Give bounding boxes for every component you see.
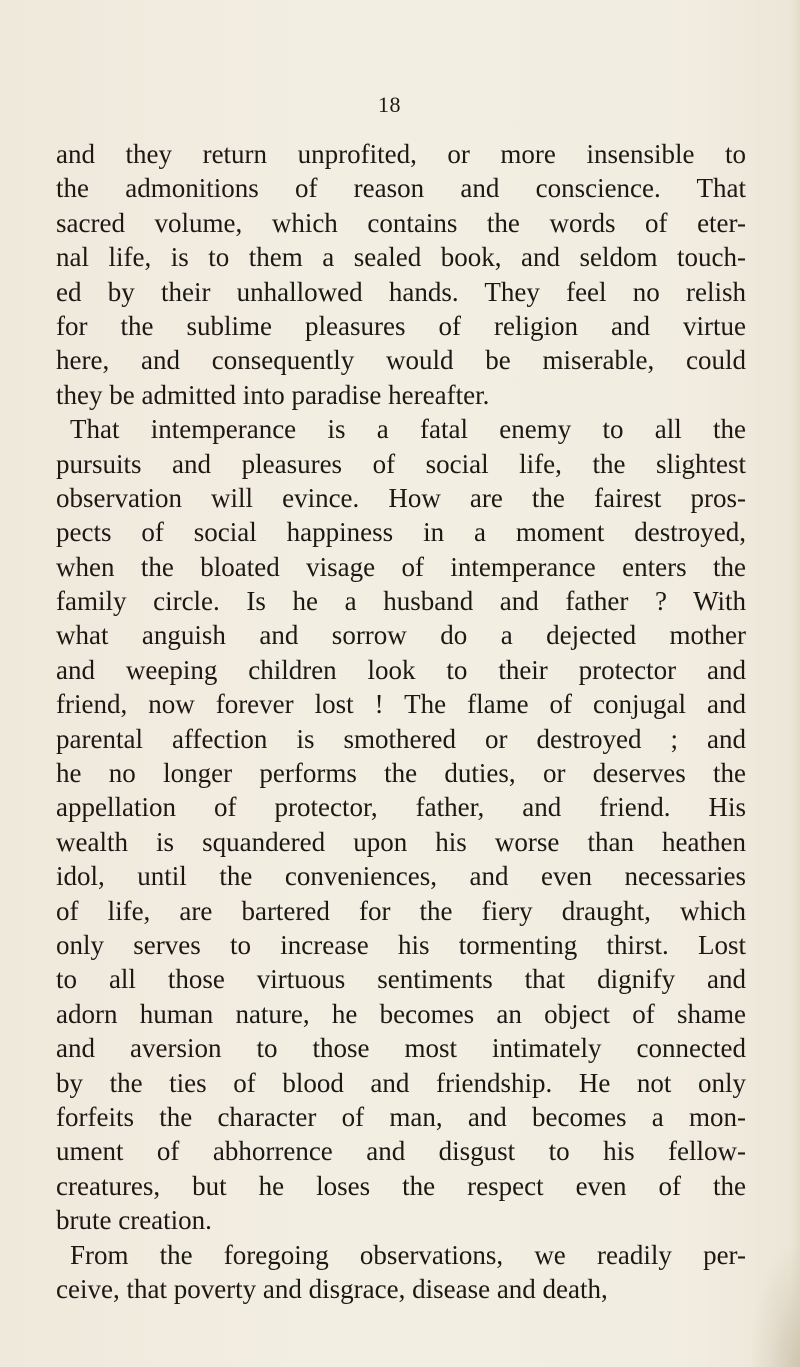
text-line: of life, are bartered for the fiery draught, which bbox=[56, 895, 746, 926]
text-line: he no longer performs the duties, or deserves the bbox=[56, 758, 746, 789]
text-line: they be admitted into paradise hereafter. bbox=[56, 379, 490, 410]
text-line: to all those virtuous sentiments that dignify and bbox=[56, 964, 746, 995]
text-line: and aversion to those most intimately connected bbox=[56, 1033, 746, 1064]
text-line: nal life, is to them a sealed book, and seldom touch- bbox=[56, 242, 746, 273]
paragraph-start-line: From the foregoing observations, we readily per- bbox=[70, 1239, 746, 1270]
text-line: parental affection is smothered or destroyed ; and bbox=[56, 723, 746, 754]
text-line: and weeping children look to their protector and bbox=[56, 654, 746, 685]
text-line: sacred volume, which contains the words of eter- bbox=[56, 207, 746, 238]
text-line: for the sublime pleasures of religion and virtue bbox=[56, 310, 746, 341]
text-line: adorn human nature, he becomes an object of shame bbox=[56, 998, 746, 1029]
text-line: what anguish and sorrow do a dejected mother bbox=[56, 620, 746, 651]
text-line: family circle. Is he a husband and father ? With bbox=[56, 586, 746, 617]
page-edge bbox=[790, 0, 800, 1367]
text-line: appellation of protector, father, and friend. His bbox=[56, 792, 746, 823]
text-line: idol, until the conveniences, and even necessaries bbox=[56, 861, 746, 892]
text-line: wealth is squandered upon his worse than heathen bbox=[56, 826, 746, 857]
text-line: ument of abhorrence and disgust to his fellow- bbox=[56, 1136, 746, 1167]
paragraph-start-line: That intemperance is a fatal enemy to all the bbox=[70, 414, 746, 445]
text-line: friend, now forever lost ! The flame of conjugal and bbox=[56, 689, 746, 720]
text-line: brute creation. bbox=[56, 1205, 212, 1236]
text-line: creatures, but he loses the respect even of the bbox=[56, 1170, 746, 1201]
text-line: only serves to increase his tormenting thirst. Lost bbox=[56, 929, 746, 960]
text-line: pects of social happiness in a moment destroyed, bbox=[56, 517, 746, 548]
text-line: ed by their unhallowed hands. They feel no relish bbox=[56, 276, 746, 307]
page-number: 18 bbox=[378, 92, 401, 117]
text-line: and they return unprofited, or more insensible to bbox=[56, 139, 746, 169]
text-line: here, and consequently would be miserable, could bbox=[56, 345, 746, 376]
text-line: by the ties of blood and friendship. He not only bbox=[56, 1067, 746, 1098]
page-corner-shadow bbox=[752, 1247, 800, 1367]
text-line: pursuits and pleasures of social life, the slightest bbox=[56, 448, 746, 479]
text-line: when the bloated visage of intemperance enters the bbox=[56, 551, 746, 582]
body-text bbox=[56, 137, 746, 1306]
text-line: forfeits the character of man, and becomes a mon- bbox=[56, 1101, 746, 1132]
text-line: the admonitions of reason and conscience. That bbox=[56, 173, 746, 204]
text-line: ceive, that poverty and disgrace, disease and death, bbox=[56, 1273, 608, 1304]
text-line: observation will evince. How are the fairest pros- bbox=[56, 482, 746, 513]
